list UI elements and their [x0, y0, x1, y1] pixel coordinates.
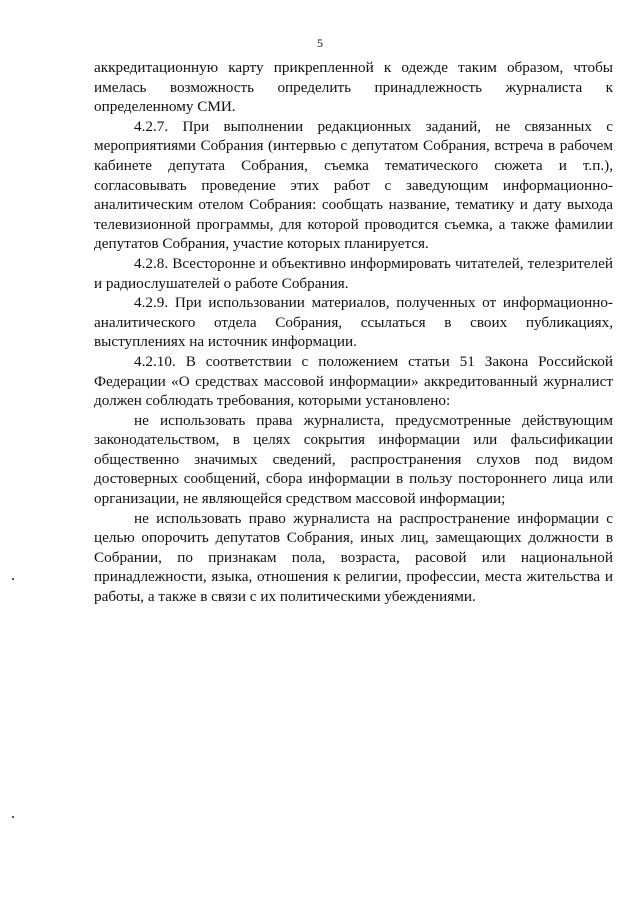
paragraph-requirement-1: не использовать права журналиста, предусмотренные действующим законодательством, в целях сокрытия информации или фальсификации общественно значимых сведений, распространения слухов под видом достоверных сообщений, сбора информации в пользу постороннего лица или организации, не являющейся средством массовой информации; [94, 411, 613, 508]
page-number: 5 [317, 36, 323, 50]
margin-dot [12, 816, 14, 818]
paragraph-requirement-2: не использовать право журналиста на распространение информации с целью опорочить депутатов Собрания, иных лиц, замещающих должности в Собрании, по признакам пола, возраста, расовой или национальной принадлежности, языка, отношения к религии, профессии, места жительства и работы, а также в связи с их политическими убеждениями. [94, 509, 613, 606]
document-body [94, 58, 613, 607]
paragraph-4-2-10: 4.2.10. В соответствии с положением статьи 51 Закона Российской Федерации «О средствах массовой информации» аккредитованный журналист должен соблюдать требования, которыми установлено: [94, 352, 613, 410]
paragraph-4-2-9: 4.2.9. При использовании материалов, полученных от информационно-аналитического отдела Собрания, ссылаться в своих публикациях, выступлениях на источник информации. [94, 294, 613, 351]
paragraph-continuation: аккредитационную карту прикрепленной к одежде таким образом, чтобы имелась возможность определить принадлежность журналиста к определенному СМИ. [94, 59, 613, 116]
margin-dot [12, 578, 14, 580]
paragraph-4-2-7: 4.2.7. При выполнении редакционных заданий, не связанных с мероприятиями Собрания (интервью с депутатом Собрания, встреча в рабочем кабинете депутата Собрания, съемка тематического сюжета и т.п.), согласовывать проведение этих работ с заведующим информационно-аналитическим отелом Собрания: сообщать название, тематику и дату выхода телевизионной программы, для которой проводится съемка, а также фамилии депутатов Собрания, участие которых планируется. [94, 117, 613, 253]
paragraph-4-2-8: 4.2.8. Всесторонне и объективно информировать читателей, телезрителей и радиослушателей о работе Собрания. [94, 254, 613, 292]
